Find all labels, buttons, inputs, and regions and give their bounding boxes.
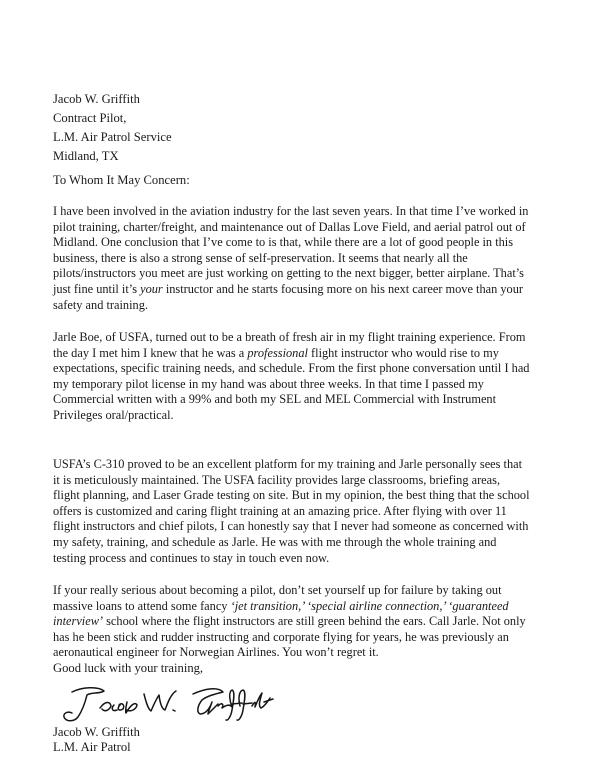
line-text: has he been stick and rudder instructing and corporate flying for years, he was previously an bbox=[53, 629, 509, 644]
paragraph-line bbox=[53, 488, 593, 504]
paragraph-line bbox=[53, 519, 593, 535]
paragraph-line bbox=[53, 204, 593, 220]
italic-text: professional bbox=[247, 345, 308, 360]
body-paragraph-4 bbox=[53, 583, 593, 661]
signoff-org: L.M. Air Patrol bbox=[53, 740, 131, 754]
paragraph-line bbox=[53, 251, 593, 267]
line-text: flight instructor who would rise to my bbox=[307, 345, 499, 360]
paragraph-line bbox=[53, 346, 593, 362]
sender-title: Contract Pilot, bbox=[53, 111, 127, 125]
italic-text: your bbox=[140, 281, 163, 296]
line-text: pilots/instructors you meet are just working on getting to the next bigger, better airplane. That’s bbox=[53, 266, 524, 281]
line-text: expectations, specific training needs, and schedule. From the first phone conversation until I had bbox=[53, 361, 530, 376]
line-text: it is meticulously maintained. The USFA facility provides large classrooms, briefing areas, bbox=[53, 472, 501, 487]
line-text: just fine until it’s bbox=[53, 281, 141, 296]
line-text: If your really serious about becoming a pilot, don’t set yourself up for failure by taking out bbox=[53, 583, 502, 597]
line-text: flight instructors and chief pilots, I can honestly say that I never had someone as concerned with bbox=[53, 519, 529, 534]
paragraph-line bbox=[53, 377, 593, 393]
italic-text: ‘jet transition,’ ‘special airline connection,’ ‘guaranteed bbox=[230, 598, 509, 613]
line-text: flight planning, and Laser Grade testing on site. But in my opinion, the best thing that the school bbox=[53, 488, 530, 503]
paragraph-line bbox=[53, 282, 593, 298]
paragraph-line bbox=[53, 266, 593, 282]
paragraph-line bbox=[53, 330, 593, 346]
paragraph-line bbox=[53, 235, 593, 251]
paragraph-line bbox=[53, 599, 593, 615]
paragraph-line bbox=[53, 630, 593, 646]
signoff-name: Jacob W. Griffith bbox=[53, 725, 140, 739]
line-text: Privileges oral/practical. bbox=[53, 407, 174, 422]
paragraph-line bbox=[53, 645, 593, 661]
paragraph-line bbox=[53, 504, 593, 520]
body-paragraph-2 bbox=[53, 330, 593, 424]
line-text: Commercial written with a 99% and both my SEL and MEL Commercial with Instrument bbox=[53, 392, 497, 407]
line-text: the day I met him I knew that he was a bbox=[53, 345, 248, 360]
closing-line: Good luck with your training, bbox=[53, 661, 204, 675]
paragraph-line bbox=[53, 535, 593, 551]
paragraph-line bbox=[53, 583, 593, 599]
paragraph-line bbox=[53, 220, 593, 236]
paragraph-line bbox=[53, 614, 593, 630]
paragraph-line bbox=[53, 408, 593, 424]
paragraph-line bbox=[53, 551, 593, 567]
signoff-block bbox=[53, 725, 140, 755]
line-text: I have been involved in the aviation industry for the last seven years. In that time I’ve worked in bbox=[53, 204, 529, 218]
paragraph-line bbox=[53, 361, 593, 377]
handwritten-signature bbox=[60, 684, 285, 724]
sender-block bbox=[53, 90, 172, 166]
line-text: Midland. One conclusion that I’ve come to is that, while there are a lot of good people in this bbox=[53, 235, 514, 250]
body-paragraph-1 bbox=[53, 204, 593, 313]
line-text: my safety, training, and schedule as Jarle. He was with me through the whole training and bbox=[53, 534, 497, 549]
paragraph-line bbox=[53, 473, 593, 489]
sender-location: Midland, TX bbox=[53, 149, 119, 163]
paragraph-line bbox=[53, 298, 593, 314]
paragraph-line bbox=[53, 457, 593, 473]
line-text: pilot training, charter/freight, and maintenance out of Dallas Love Field, and aerial patrol out of bbox=[53, 219, 526, 234]
line-text: USFA’s C-310 proved to be an excellent platform for my training and Jarle personally sees that bbox=[53, 457, 523, 471]
line-text: instructor and he starts focusing more on his next career move than your bbox=[162, 281, 523, 296]
line-text: safety and training. bbox=[53, 297, 148, 312]
sender-company: L.M. Air Patrol Service bbox=[53, 130, 172, 144]
line-text: my temporary pilot license in my hand was about three weeks. In that time I passed my bbox=[53, 376, 484, 391]
body-paragraph-3 bbox=[53, 457, 593, 566]
line-text: massive loans to attend some fancy bbox=[53, 598, 231, 613]
line-text: offers is customized and caring flight training at an amazing price. After flying with over 11 bbox=[53, 503, 507, 518]
italic-text: interview’ bbox=[53, 614, 104, 629]
salutation: To Whom It May Concern: bbox=[53, 173, 190, 187]
line-text: testing process and continues to stay in touch even now. bbox=[53, 550, 330, 565]
paragraph-line bbox=[53, 392, 593, 408]
sender-name: Jacob W. Griffith bbox=[53, 92, 140, 106]
line-text: Jarle Boe, of USFA, turned out to be a breath of fresh air in my flight training experience. From bbox=[53, 330, 526, 344]
line-text: aeronautical engineer for Norwegian Airlines. You won’t regret it. bbox=[53, 645, 379, 660]
line-text: school where the flight instructors are still green behind the ears. Call Jarle. Not only bbox=[103, 614, 526, 629]
line-text: business, there is also a strong sense of self-preservation. It seems that nearly all the bbox=[53, 250, 468, 265]
